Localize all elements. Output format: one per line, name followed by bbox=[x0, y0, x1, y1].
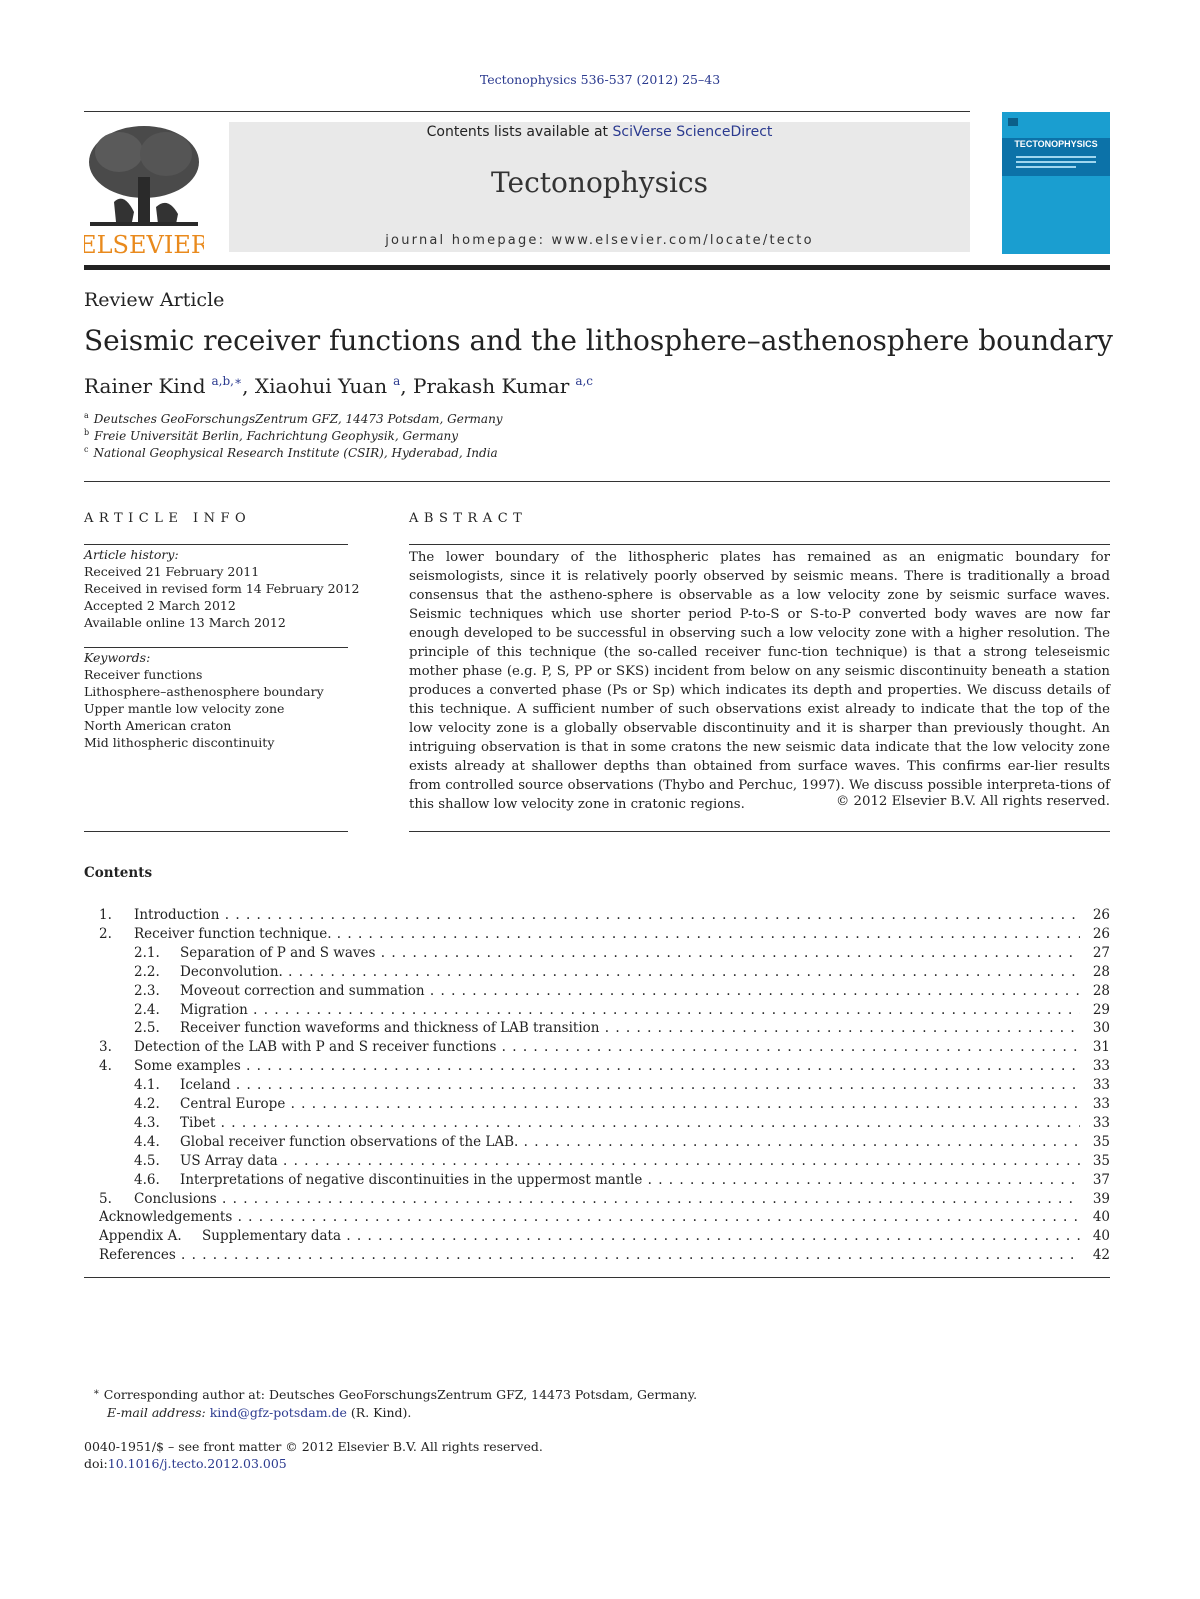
toc-title[interactable]: Iceland . . . bbox=[180, 1076, 1080, 1095]
email-label: E-mail address: bbox=[107, 1405, 206, 1420]
keyword-item: Upper mantle low velocity zone bbox=[84, 701, 285, 716]
toc-number: 2.4. bbox=[134, 1001, 160, 1018]
toc-title[interactable]: Moveout correction and summation . . . bbox=[180, 982, 1080, 1001]
history-item: Received 21 February 2011 bbox=[84, 564, 260, 579]
toc-title[interactable]: Some examples . . . bbox=[134, 1057, 1080, 1076]
section-rule bbox=[84, 481, 1110, 482]
toc-page-number: 28 bbox=[1084, 963, 1110, 982]
abstract-copyright: © 2012 Elsevier B.V. All rights reserved. bbox=[836, 794, 1110, 809]
toc-number: 1. bbox=[99, 907, 112, 923]
toc-entry[interactable] bbox=[84, 944, 1110, 963]
toc-number: 5. bbox=[99, 1190, 112, 1207]
toc-number: 4.6. bbox=[134, 1171, 160, 1188]
toc-entry[interactable] bbox=[84, 1227, 1110, 1246]
toc-entry[interactable] bbox=[84, 1114, 1110, 1133]
toc-page-number: 27 bbox=[1084, 944, 1110, 963]
author-name: Prakash Kumar bbox=[412, 374, 570, 398]
elsevier-logo bbox=[84, 122, 204, 258]
article-info-rule bbox=[84, 544, 348, 545]
toc-entry[interactable] bbox=[84, 1038, 1110, 1057]
author-separator: , bbox=[242, 374, 255, 398]
affiliation bbox=[84, 411, 503, 426]
article-info-heading: ARTICLE INFO bbox=[84, 511, 252, 526]
toc-number: 4.4. bbox=[134, 1133, 160, 1150]
abstract-text: The lower boundary of the lithospheric plates has remained as an enigmatic boundary for seismologists, since it is relatively poorly observed by seismic means. There is traditionally a broad consensus that the astheno-sphere is observable as a low velocity zone by seismic surface waves. Seismic techniques which use shorter period P-to-S or S-to-P converted body waves are now far enough developed to be successful in observing such a low velocity zone with a higher resolution. The principle of this technique (the so-called receiver func-tion technique) is that a strong teleseismic mother phase (e.g. P, S, PP or SKS) incident from below on any seismic discontinuity beneath a station produces a converted phase (Ps or Sp) which indicates its depth and properties. We discuss details of this technique. A sufficient number of such observations exist already to indicate that the top of the low velocity zone is a globally observable discontinuity and it is sharper than previously thought. An intriguing observation is that in some cratons the new seismic data indicate that the low velocity zone exists already at shallower depths than obtained from surface waves. This confirms ear-lier results from controlled source observations (Thybo and Perchuc, 1997). We discuss possible interpreta-tions of this shallow low velocity zone in cratonic regions. bbox=[409, 550, 1110, 812]
toc-title[interactable]: Introduction . . . bbox=[134, 906, 1080, 925]
toc-entry[interactable] bbox=[84, 982, 1110, 1001]
email-line bbox=[107, 1405, 411, 1420]
toc-number: 2. bbox=[99, 925, 112, 942]
toc-entry[interactable] bbox=[84, 1095, 1110, 1114]
affiliation-key: b bbox=[84, 428, 90, 437]
footnote-text: Corresponding author at: Deutsches GeoForschungsZentrum GFZ, 14473 Potsdam, Germany. bbox=[103, 1387, 698, 1402]
sciencedirect-link[interactable]: SciVerse ScienceDirect bbox=[612, 124, 773, 140]
author-list bbox=[84, 374, 593, 398]
affiliation-text: Freie Universität Berlin, Fachrichtung Geophysik, Germany bbox=[94, 429, 459, 443]
toc-title[interactable]: Interpretations of negative discontinuities in the uppermost mantle . . . bbox=[180, 1171, 1080, 1190]
toc-number: 4. bbox=[99, 1058, 112, 1075]
toc-number: Appendix A. bbox=[99, 1228, 182, 1245]
toc-entry[interactable] bbox=[84, 1076, 1110, 1095]
doi-link[interactable]: 10.1016/j.tecto.2012.03.005 bbox=[107, 1456, 287, 1471]
toc-page-number: 28 bbox=[1084, 982, 1110, 1001]
toc-entry[interactable] bbox=[84, 1246, 1110, 1265]
toc-title[interactable]: Central Europe . . . bbox=[180, 1095, 1080, 1114]
affiliation-key: a bbox=[84, 411, 89, 420]
issn-line: 0040-1951/$ – see front matter © 2012 Elsevier B.V. All rights reserved. bbox=[84, 1439, 543, 1454]
keywords-label: Keywords: bbox=[84, 650, 151, 665]
keyword-item: Mid lithospheric discontinuity bbox=[84, 735, 275, 750]
journal-cover bbox=[1002, 112, 1110, 254]
toc-page-number: 30 bbox=[1084, 1019, 1110, 1038]
toc-page-number: 33 bbox=[1084, 1076, 1110, 1095]
toc-number: 4.5. bbox=[134, 1152, 160, 1169]
toc-page-number: 33 bbox=[1084, 1057, 1110, 1076]
toc-page-number: 33 bbox=[1084, 1095, 1110, 1114]
article-info-rule bbox=[84, 831, 348, 832]
author-affiliation-marks[interactable]: a,b,∗ bbox=[211, 374, 243, 389]
cover-line bbox=[1016, 166, 1076, 168]
author-affiliation-marks[interactable]: a,c bbox=[575, 374, 594, 389]
history-item: Received in revised form 14 February 2012 bbox=[84, 581, 360, 596]
toc-entry[interactable] bbox=[84, 1190, 1110, 1209]
toc-entry[interactable] bbox=[84, 906, 1110, 925]
contents-heading: Contents bbox=[84, 865, 153, 881]
affiliation-key: c bbox=[84, 445, 89, 454]
toc-number: 4.2. bbox=[134, 1096, 160, 1112]
svg-text:ELSEVIER: ELSEVIER bbox=[84, 231, 204, 258]
history-item: Available online 13 March 2012 bbox=[84, 615, 286, 630]
toc-title[interactable]: Deconvolution. . . . bbox=[180, 963, 1080, 982]
affiliation bbox=[84, 428, 458, 443]
toc-page-number: 33 bbox=[1084, 1114, 1110, 1133]
header-thick-rule bbox=[84, 265, 1110, 270]
history-item: Accepted 2 March 2012 bbox=[84, 598, 236, 613]
journal-homepage[interactable]: journal homepage: www.elsevier.com/locate/tecto bbox=[385, 233, 814, 248]
email-link[interactable]: kind@gfz-potsdam.de bbox=[209, 1405, 347, 1420]
toc-title[interactable]: Tibet . . . bbox=[180, 1114, 1080, 1133]
toc-title[interactable]: Migration . . . bbox=[180, 1001, 1080, 1020]
toc-title[interactable]: Receiver function waveforms and thickness of LAB transition . . . bbox=[180, 1019, 1080, 1038]
toc-title[interactable]: Conclusions . . . bbox=[134, 1190, 1080, 1209]
toc-page-number: 40 bbox=[1084, 1208, 1110, 1227]
contents-available-line bbox=[229, 124, 970, 140]
toc-number: 2.2. bbox=[134, 963, 160, 980]
toc-page-number: 35 bbox=[1084, 1133, 1110, 1152]
affiliation bbox=[84, 445, 498, 460]
toc-title[interactable]: US Array data . . . bbox=[180, 1152, 1080, 1171]
toc-page-number: 42 bbox=[1084, 1246, 1110, 1265]
article-info-rule bbox=[84, 647, 348, 648]
cover-line bbox=[1016, 161, 1096, 163]
abstract-heading: ABSTRACT bbox=[409, 511, 528, 526]
toc-title[interactable]: Receiver function technique. . . . bbox=[134, 925, 1080, 944]
toc-page-number: 26 bbox=[1084, 906, 1110, 925]
affiliation-text: National Geophysical Research Institute (CSIR), Hyderabad, India bbox=[93, 446, 498, 460]
keyword-item: Lithosphere–asthenosphere boundary bbox=[84, 684, 324, 699]
toc-number: 2.3. bbox=[134, 982, 160, 999]
abstract-rule bbox=[409, 544, 1110, 545]
toc-page-number: 40 bbox=[1084, 1227, 1110, 1246]
toc-number: 4.3. bbox=[134, 1114, 160, 1131]
toc-page-number: 39 bbox=[1084, 1190, 1110, 1209]
doi-label: doi: bbox=[84, 1456, 108, 1471]
toc-entry[interactable] bbox=[84, 1171, 1110, 1190]
author-separator: , bbox=[400, 374, 413, 398]
toc-number: 2.1. bbox=[134, 944, 160, 961]
toc-title[interactable]: Acknowledgements . . . bbox=[99, 1208, 1080, 1227]
author-affiliation-marks[interactable]: a bbox=[393, 374, 401, 389]
cover-title: TECTONOPHYSICS bbox=[1014, 139, 1098, 149]
toc-page-number: 29 bbox=[1084, 1001, 1110, 1020]
toc-page-number: 35 bbox=[1084, 1152, 1110, 1171]
history-label: Article history: bbox=[84, 547, 179, 562]
article-title: Seismic receiver functions and the lithosphere–asthenosphere boundary bbox=[84, 324, 1113, 357]
toc-number: 3. bbox=[99, 1039, 112, 1056]
toc-entry[interactable] bbox=[84, 1001, 1110, 1020]
toc-page-number: 37 bbox=[1084, 1171, 1110, 1190]
toc-title[interactable]: Supplementary data . . . bbox=[202, 1227, 1080, 1246]
toc-entry[interactable] bbox=[84, 1019, 1110, 1038]
toc-number: 4.1. bbox=[134, 1077, 160, 1094]
toc-entry[interactable] bbox=[84, 1152, 1110, 1171]
cover-emblem-icon bbox=[1008, 118, 1018, 126]
toc-number: 2.5. bbox=[134, 1020, 160, 1037]
toc-entry[interactable] bbox=[84, 963, 1110, 982]
article-type: Review Article bbox=[84, 289, 225, 311]
footnote-mark: ∗ bbox=[93, 1387, 100, 1398]
toc-entry[interactable] bbox=[84, 925, 1110, 944]
toc-page-number: 26 bbox=[1084, 925, 1110, 944]
toc-entry[interactable] bbox=[84, 1133, 1110, 1152]
author-name: Rainer Kind bbox=[84, 374, 206, 398]
keyword-item: Receiver functions bbox=[84, 667, 203, 682]
tree-icon bbox=[84, 122, 204, 258]
author-name: Xiaohui Yuan bbox=[254, 374, 388, 398]
toc-title[interactable]: Separation of P and S waves . . . bbox=[180, 944, 1080, 963]
toc-title[interactable]: Global receiver function observations of the LAB. . . . bbox=[180, 1133, 1080, 1152]
corresponding-author-footnote bbox=[93, 1387, 697, 1402]
journal-reference[interactable]: Tectonophysics 536-537 (2012) 25–43 bbox=[479, 72, 721, 87]
doi-line bbox=[84, 1456, 287, 1471]
toc-page-number: 31 bbox=[1084, 1038, 1110, 1057]
header-rule bbox=[84, 111, 970, 112]
toc-entry[interactable] bbox=[84, 1057, 1110, 1076]
journal-name: Tectonophysics bbox=[491, 166, 708, 199]
keyword-item: North American craton bbox=[84, 718, 232, 733]
affiliation-text: Deutsches GeoForschungsZentrum GFZ, 14473 Potsdam, Germany bbox=[93, 412, 503, 426]
email-suffix: (R. Kind). bbox=[346, 1405, 412, 1420]
toc-title[interactable]: Detection of the LAB with P and S receiver functions . . . bbox=[134, 1038, 1080, 1057]
contents-rule bbox=[84, 1277, 1110, 1278]
contents-prefix: Contents lists available at bbox=[426, 124, 613, 140]
cover-line bbox=[1016, 156, 1096, 158]
toc-title[interactable]: References . . . bbox=[99, 1246, 1080, 1265]
toc-entry[interactable] bbox=[84, 1208, 1110, 1227]
abstract-rule bbox=[409, 831, 1110, 832]
